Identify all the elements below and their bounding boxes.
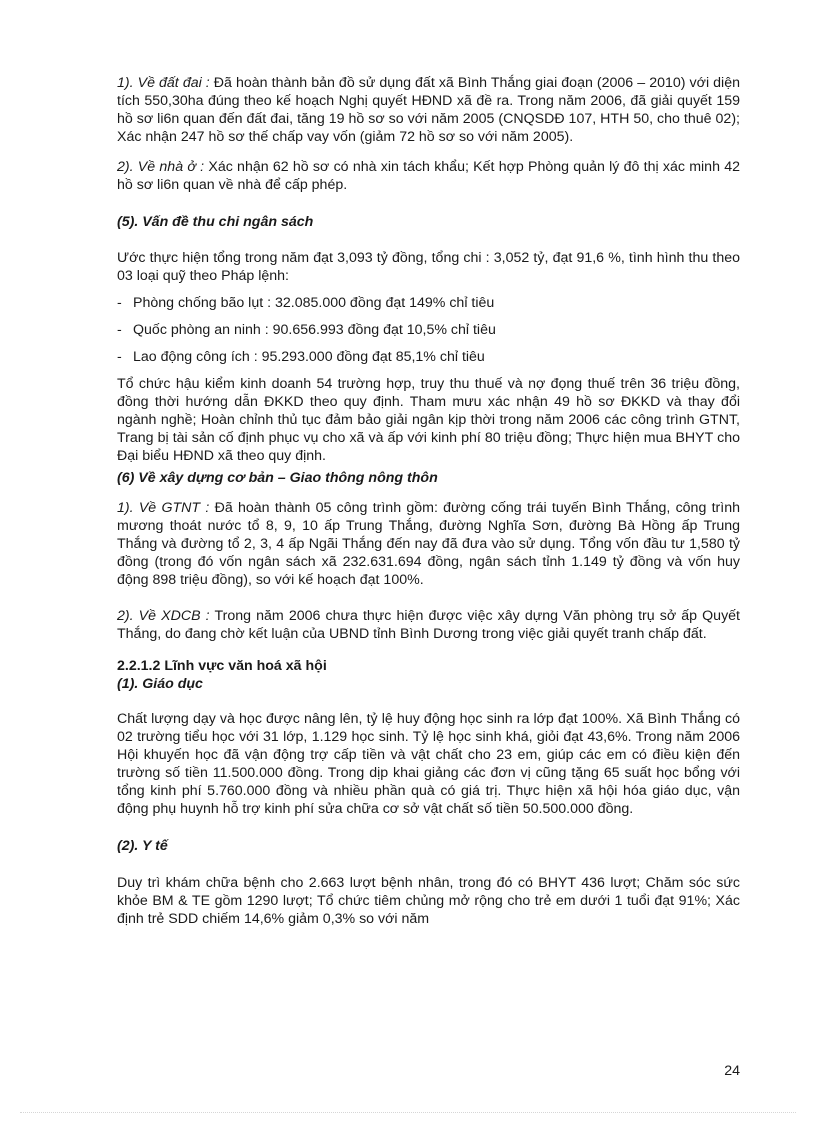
budget-item-text: Lao động công ích : 95.293.000 đồng đạt 85,1% chỉ tiêu — [133, 349, 485, 365]
budget-detail: Tổ chức hậu kiểm kinh doanh 54 trường hợp, truy thu thuế và nợ đọng thuế trên 36 triệu đồng, đồng thời hướng dẫn ĐKKD theo quy định. Tham mưu xác nhận 49 hồ sơ ĐKKD và thay đổi ngành nghề; Hoàn chỉnh thủ tục đảm bảo giải ngân kịp thời trong năm 2006 các công trình GTNT, Trang bị tài sản cố định phục vụ cho xã và ấp với kinh phí 80 triệu đồng; Thực hiện mua BHYT cho Đại biểu HĐND xã theo quy định. — [117, 376, 740, 464]
xdcb-paragraph — [117, 607, 740, 643]
gtnt-label: 1). Về GTNT : — [117, 500, 210, 516]
xdcb-text: Trong năm 2006 chưa thực hiện được việc xây dựng Văn phòng trụ sở ấp Quyết Thắng, do đang chờ kết luận của UBND tỉnh Bình Dương trong việc giải quyết tranh chấp đất. — [117, 608, 740, 642]
land-paragraph — [117, 74, 740, 146]
construction-heading: (6) Về xây dựng cơ bản – Giao thông nông thôn — [117, 470, 438, 486]
budget-item-text: Quốc phòng an ninh : 90.656.993 đồng đạt 10,5% chỉ tiêu — [133, 322, 496, 338]
budget-item — [117, 348, 740, 366]
health-heading: (2). Y tế — [117, 838, 168, 854]
education-paragraph: Chất lượng dạy và học được nâng lên, tỷ lệ huy động học sinh ra lớp đạt 100%. Xã Bình Thắng có 02 trường tiểu học với 31 lớp, 1.129 học sinh. Tỷ lệ học sinh khá, giỏi đạt 43,6%. Trong năm 2006 Hội khuyến học đã vận động trợ cấp tiền và vật chất cho 23 em, giúp các em có điều kiện đến trường số tiền 11.500.000 đồng. Trong dịp khai giảng các đơn vị cũng tặng 65 suất học bổng với tổng kinh phí 5.760.000 đồng và nhiều phần quà có giá trị. Thực hiện xã hội hóa giáo dục, vận động phụ huynh hỗ trợ kinh phí sửa chữa cơ sở vật chất số tiền 50.500.000 đồng. — [117, 711, 740, 817]
page-bottom-divider — [20, 1112, 796, 1113]
budget-item-text: Phòng chống bão lụt : 32.085.000 đồng đạt 149% chỉ tiêu — [133, 295, 495, 311]
document-body — [117, 74, 740, 928]
budget-heading: (5). Vấn đề thu chi ngân sách — [117, 214, 314, 230]
budget-item — [117, 294, 740, 312]
education-heading: (1). Giáo dục — [117, 676, 203, 692]
health-paragraph: Duy trì khám chữa bệnh cho 2.663 lượt bệnh nhân, trong đó có BHYT 436 lượt; Chăm sóc sức khỏe BM & TE gồm 1290 lượt; Tổ chức tiêm chủng mở rộng cho trẻ em dưới 1 tuổi đạt 91%; Xác định trẻ SDD chiếm 14,6% giảm 0,3% so với năm — [117, 875, 740, 927]
budget-intro: Ước thực hiện tổng trong năm đạt 3,093 tỷ đồng, tổng chi : 3,052 tỷ, đạt 91,6 %, tình hình thu theo 03 loại quỹ theo Pháp lệnh: — [117, 250, 740, 284]
gtnt-text: Đã hoàn thành 05 công trình gồm: đường cống trái tuyến Bình Thắng, công trình mương thoát nước tổ 8, 9, 10 ấp Trung Thắng, đường Nghĩa Sơn, đường Bà Hồng ấp Trung Thắng và đường tổ 2, 3, 4 ấp Ngãi Thắng đến nay đã đưa vào sử dụng. Tổng vốn đầu tư 1,580 tỷ đồng (trong đó vốn ngân sách xã 232.631.694 đồng, ngân sách tỉnh 1.149 tỷ đồng và vốn huy động 898 triệu đồng), so với kế hoạch đạt 100%. — [117, 500, 740, 588]
land-label: 1). Về đất đai : — [117, 75, 210, 91]
budget-item — [117, 321, 740, 339]
housing-label: 2). Về nhà ở : — [117, 159, 205, 175]
housing-paragraph — [117, 158, 740, 194]
bullet-dash: - — [117, 349, 122, 365]
section-heading: 2.2.1.2 Lĩnh vực văn hoá xã hội — [117, 658, 327, 674]
housing-text: Xác nhận 62 hồ sơ có nhà xin tách khẩu; Kết hợp Phòng quản lý đô thị xác minh 42 hồ sơ li6n quan về nhà để cấp phép. — [117, 159, 740, 193]
xdcb-label: 2). Về XDCB : — [117, 608, 210, 624]
page-number: 24 — [724, 1063, 740, 1079]
bullet-dash: - — [117, 322, 122, 338]
bullet-dash: - — [117, 295, 122, 311]
land-text: Đã hoàn thành bản đồ sử dụng đất xã Bình Thắng giai đoạn (2006 – 2010) với diện tích 550,30ha đúng theo kế hoạch Nghị quyết HĐND xã đề ra. Trong năm 2006, đã giải quyết 159 hồ sơ li6n quan đến đất đai, tăng 19 hồ sơ so với năm 2005 (CNQSDĐ 107, HTH 50, cho thuê 02); Xác nhận 247 hồ sơ thế chấp vay vốn (giảm 72 hồ sơ so với năm 2005). — [117, 75, 740, 145]
gtnt-paragraph — [117, 499, 740, 589]
